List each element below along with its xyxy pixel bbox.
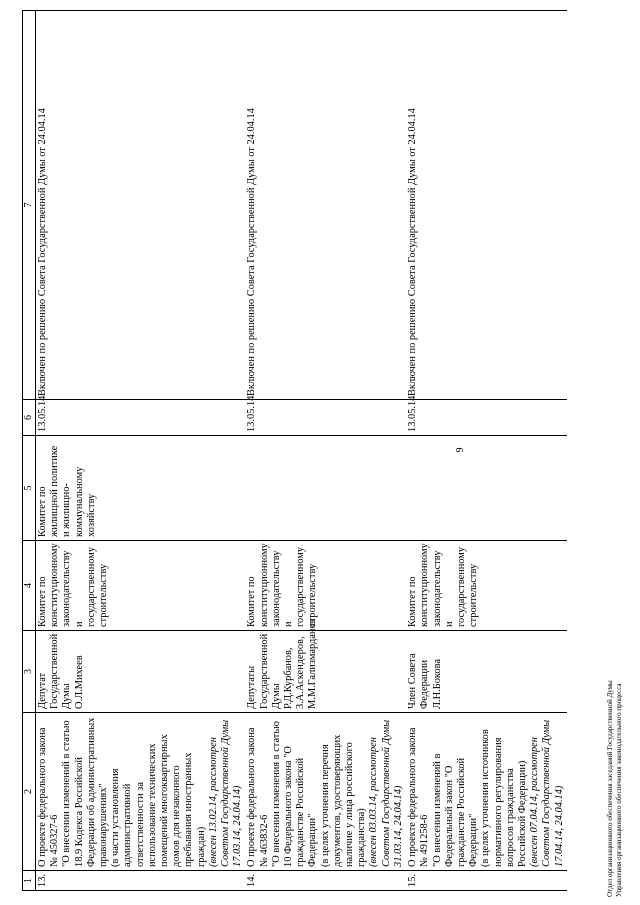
agenda-table	[22, 10, 567, 891]
author-line: Государственной	[49, 633, 61, 709]
author-line: Р.Д.Курбанов,	[283, 647, 295, 709]
table-header-row	[23, 11, 36, 891]
row-number: 13.	[36, 871, 246, 891]
committee-cell: Комитет по конституционному законодательству и государственному строительству	[406, 541, 567, 631]
author-cell	[36, 631, 246, 713]
bill-note: (внесен 07.04.14, рассмотрен Советом Государственной Думы 17.04.14, 24.04.14)	[529, 719, 565, 867]
bill-cell	[406, 713, 567, 871]
column-header-6: 6	[23, 400, 36, 436]
bill-note: (внесен 13.02.14, рассмотрен Советом Государственной Думы 17.03.14, 24.04.14)	[207, 719, 244, 867]
table-row	[36, 11, 246, 891]
author-line: Депутат	[37, 672, 48, 709]
author-line: М.М.Гализмарданов	[307, 618, 319, 709]
bill-description: (в целях уточнения источников нормативного регулирования вопросов гражданства Российской Федерации)	[480, 729, 528, 867]
author-cell	[406, 631, 567, 713]
author-line: Федерации	[419, 659, 431, 709]
bill-title: "О внесении изменения в статью 10 Федерального закона "О гражданстве Российской Федерации"	[270, 721, 319, 867]
author-line: Л.Н.Бокова	[431, 658, 443, 709]
co-committee-cell	[406, 436, 567, 541]
bill-title: "О внесении изменений в статью 18.9 Кодекса Российской Федерации об административных правонарушениях"	[61, 717, 110, 867]
column-header-7: 7	[23, 11, 36, 400]
column-header-2: 2	[23, 713, 36, 871]
bill-cell	[36, 713, 246, 871]
committee-cell: Комитет по конституционному законодательству и государственному строительству	[245, 541, 406, 631]
author-line: О.Л.Михеев	[73, 655, 85, 709]
row-number: 15.	[406, 871, 567, 891]
bill-number-line: О проекте федерального закона № 491258-6	[407, 727, 431, 867]
bill-cell	[245, 713, 406, 871]
co-committee-cell: Комитет по жилищной политике и жилищно-коммунальному хозяйству	[36, 436, 246, 541]
table-row	[245, 11, 406, 891]
co-committee-cell	[245, 436, 406, 541]
date-cell: 13.05.14	[36, 400, 246, 436]
date-cell: 13.05.14	[406, 400, 567, 436]
bill-description: (в части установления административной ответственности за использование технических помещений многоквартирных домов для незаконного пребывания иностранных граждан)	[110, 734, 207, 867]
author-line: Думы	[61, 683, 73, 709]
bill-title: "О внесении изменений в Федеральный закон "О гражданстве Российской Федерации"	[431, 753, 480, 867]
footer-line: Управления организационного обеспечения законодательного процесса	[614, 683, 623, 897]
author-line: Член Совета	[407, 653, 419, 709]
page-number: 9	[455, 447, 466, 453]
column-header-4: 4	[23, 541, 36, 631]
status-cell: Включен по решению Совета Государственной Думы от 24.04.14	[36, 11, 246, 400]
column-header-5: 5	[23, 436, 36, 541]
bill-note: (внесен 03.03.14, рассмотрен Советом Государственной Думы 31.03.14, 24.04.14)	[368, 719, 404, 867]
committee-cell: Комитет по конституционному законодательству и государственному строительству	[36, 541, 246, 631]
column-header-1: 1	[23, 871, 36, 891]
bill-description: (в целях уточнения перечня документов, удостоверяющих наличие у лица российского гражданства)	[319, 734, 368, 867]
bill-number-line: О проекте федерального закона № 450327-6	[37, 727, 61, 867]
status-cell: Включен по решению Совета Государственной Думы от 24.04.14	[245, 11, 406, 400]
author-cell	[245, 618, 406, 713]
author-line: Государственной	[258, 633, 270, 709]
row-number: 14.	[245, 871, 406, 891]
footer-line: Отдел организационного обеспечения заседаний Государственной Думы	[606, 680, 614, 897]
table-row	[406, 11, 567, 891]
author-line: Депутаты	[246, 665, 258, 709]
bill-number-line: О проекте федерального закона № 463832-6	[246, 727, 270, 867]
footer	[606, 680, 623, 897]
status-cell: Включен по решению Совета Государственной Думы от 24.04.14	[406, 11, 567, 400]
date-cell: 13.05.14	[245, 400, 406, 436]
author-line: Думы	[270, 683, 282, 709]
column-header-3: 3	[23, 631, 36, 713]
author-line: З.А.Аскендеров,	[295, 636, 307, 709]
